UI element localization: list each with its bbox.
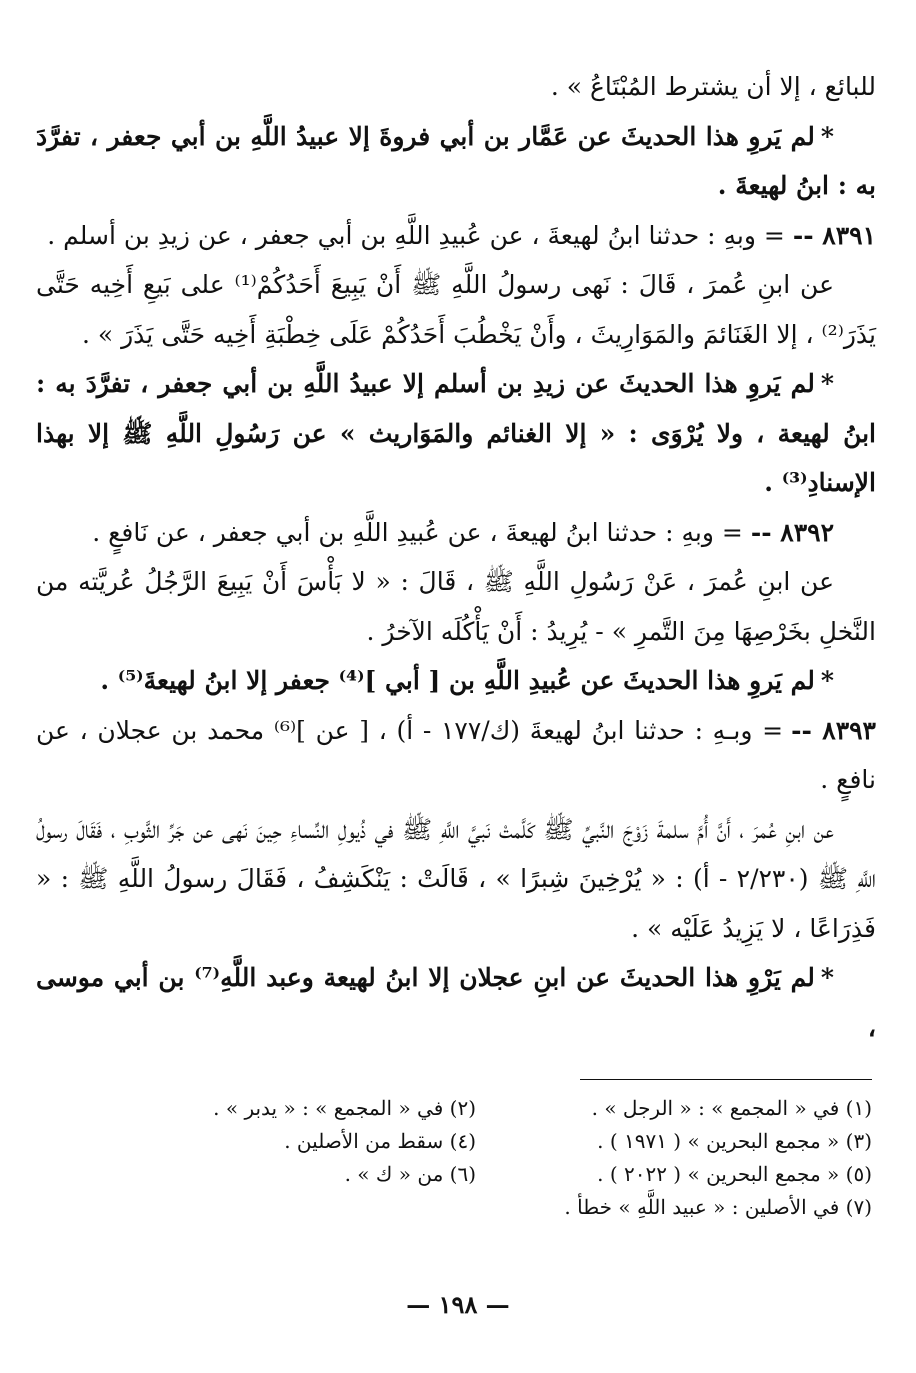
hadith-number: ٨٣٩٣ -- <box>791 715 876 745</box>
hadith-text: عن ابنِ عُمرَ ، عَنْ رَسُولِ اللَّهِ ﷺ ، قَالَ : « لا بَأْسَ أَنْ يَبِيعَ الرَّجُلُ عُريَّته من النَّخلِ بخَرْصِهَا مِنَ التَّمرِ » - يُرِيدُ : أَنْ يَأْكُلَه الآخرُ . <box>36 567 876 646</box>
hadith-chain <box>36 706 876 805</box>
hadith-text: عن ابنِ عُمرَ ، أَنَّ أُمَّ سلمةَ زَوْجَ النَّبيِّ ﷺ كَلَّمتْ نَبيَّ اللَّهِ ﷺ في ذُيولِ النِّساءِ حِينَ نَهى عن جَرِّ الثَّوبِ ، فَقَالَ رسولُ اللَّهِ ﷺ (٢/٢٣٠ - أ) : « يُرْخِينَ شِبرًا » ، قَالَتْ : يَنْكَشِفُ ، فَقَالَ رسولُ اللَّهِ ﷺ : « فَذِرَاعًا ، لا يَزِيدُ عَلَيْه » . <box>36 814 876 943</box>
footnote-row <box>80 1191 872 1224</box>
footnote-1: (١) في « المجمع » : « الرجل » . <box>591 1096 872 1120</box>
commentary-paragraph <box>36 112 876 211</box>
footnote-row <box>80 1092 872 1125</box>
footnote-divider <box>580 1079 872 1080</box>
footnote-7: (٧) في الأصلين : « عبيد اللَّهِ » خطأ . <box>564 1195 872 1219</box>
text-paragraph: للبائع ، إلا أن يشترط المُبْتَاعُ » . <box>550 72 876 101</box>
hadith-number: ٨٣٩١ -- <box>792 220 876 250</box>
star-icon: * <box>820 121 834 151</box>
hadith-chain <box>36 211 876 261</box>
star-icon: * <box>820 963 834 992</box>
footnote-row <box>80 1158 872 1191</box>
commentary-text: لم يَروِ هذا الحديثَ عن عُبيدِ اللَّهِ بن [ أبي ]⁽⁴⁾ جعفر إلا ابنُ لهيعةَ⁽⁵⁾ . <box>100 666 815 695</box>
commentary-paragraph <box>36 359 876 508</box>
star-icon: * <box>820 666 834 695</box>
main-text <box>36 62 876 1052</box>
commentary-text: لم يَرْوِ هذا الحديثَ عن ابنِ عجلان إلا ابنُ لهيعة وعبد اللَّهِ⁽⁷⁾ بن أبي موسى ، <box>36 963 876 1042</box>
chain-text: = وبـهِ : حدثنا ابنُ لهيعةَ (ك/١٧٧ - أ) ، [ عن ]⁽⁶⁾ محمد بن عجلان ، عن نافعٍ . <box>36 715 876 794</box>
hadith-text: عن ابنِ عُمرَ ، قَالَ : نَهى رسولُ اللَّهِ ﷺ أَنْ يَبِيعَ أَحَدُكُمْ⁽¹⁾ على بَيعِ أَخِيه حَتَّى يَذَرَ⁽²⁾ ، إلا الغَنَائمَ والمَوَارِيثَ ، وأَنْ يَخْطُبَ أَحَدُكُمْ عَلَى خِطْبَةِ أَخِيه حَتَّى يَذَرَ » . <box>36 270 876 349</box>
footnotes <box>80 1092 872 1224</box>
footnote-6: (٦) من « ك » . <box>344 1162 476 1186</box>
page-number: — ١٩٨ — <box>406 1290 510 1319</box>
star-icon: * <box>820 369 834 398</box>
commentary-text: لم يَروِ هذا الحديثَ عن عَمَّار بن أبي فروةَ إلا عبيدُ اللَّهِ بن أبي جعفر ، تفرَّدَ به : ابنُ لهيعةَ . <box>36 121 876 200</box>
chain-text: = وبهِ : حدثنا ابنُ لهيعةَ ، عن عُبيدِ اللَّهِ بن أبي جعفر ، عن زيدِ بن أسلم . <box>47 220 785 250</box>
footnote-2: (٢) في « المجمع » : « يدبر » . <box>213 1096 476 1120</box>
chain-text: = وبهِ : حدثنا ابنُ لهيعةَ ، عن عُبيدِ اللَّهِ بن أبي جعفر ، عن نَافعٍ . <box>92 517 743 547</box>
footnote-row <box>80 1125 872 1158</box>
commentary-paragraph <box>36 953 876 1052</box>
hadith-chain <box>36 508 876 558</box>
commentary-text: لم يَروِ هذا الحديثَ عن زيدِ بن أسلم إلا عبيدُ اللَّهِ بن أبي جعفر ، تفرَّدَ به : ابنُ لهيعة ، ولا يُرْوَى : « إلا الغنائم والمَوَاريث » عن رَسُولِ اللَّهِ ﷺ إلا بهذا الإسنادِ⁽³⁾ . <box>36 369 876 497</box>
footnote-4: (٤) سقط من الأصلين . <box>284 1129 476 1153</box>
footnote-3: (٣) « مجمع البحرين » ( ١٩٧١ ) . <box>597 1129 872 1153</box>
footnote-5: (٥) « مجمع البحرين » ( ٢٠٢٢ ) . <box>597 1162 872 1186</box>
hadith-number: ٨٣٩٢ -- <box>750 517 834 547</box>
commentary-paragraph <box>36 656 876 706</box>
